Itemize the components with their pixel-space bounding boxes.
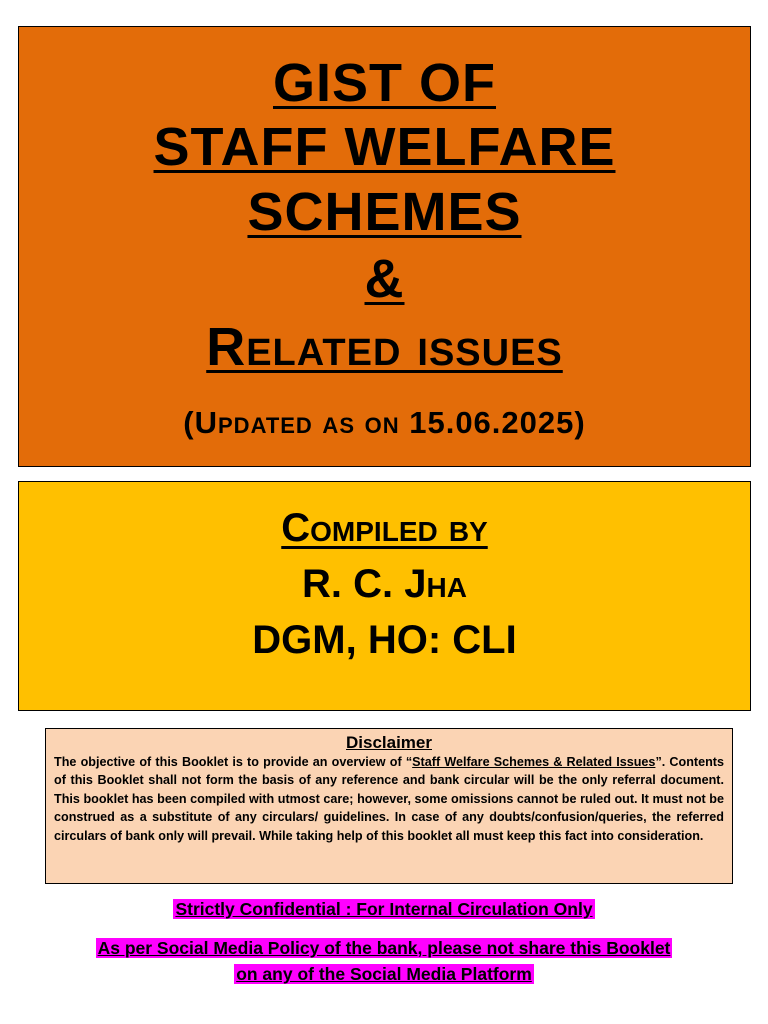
disclaimer-text-after: ”. Contents of this Booklet shall not form the basis of any reference and bank circular will be the only referral document. This booklet has been compiled with utmost care; however, some omissions cannot be ruled out. It must not be construed as a substitute of any circulars/ guidelines. In case of any doubts/confusion/queries, the referred circulars of bank only will prevail. While taking help of this booklet all must keep this fact into consideration. [54,755,724,843]
compiler-name: R. C. Jha [302,562,467,606]
disclaimer-booklet-name: Staff Welfare Schemes & Related Issues [412,755,656,769]
disclaimer-panel [45,728,733,884]
title-line-2: STAFF WELFARE [153,117,616,177]
disclaimer-text [54,753,724,845]
title-line-5: Related issues [206,317,563,377]
compiled-panel [18,481,751,711]
title-line-3: SCHEMES [247,182,522,242]
disclaimer-title: Disclaimer [346,733,432,752]
title-line-4: & [364,249,405,309]
compiler-designation: DGM, HO: CLI [252,618,517,662]
title-panel [18,26,751,467]
confidential-notice [0,898,768,920]
disclaimer-text-before: The objective of this Booklet is to provide an overview of “ [54,755,413,769]
social-media-notice [0,937,768,989]
social-notice-line-2: on any of the Social Media Platform [236,964,532,984]
confidential-text: Strictly Confidential : For Internal Circulation Only [175,899,593,919]
social-notice-line-1: As per Social Media Policy of the bank, please not share this Booklet [97,938,671,958]
updated-date: (Updated as on 15.06.2025) [183,405,586,440]
compiled-heading: Compiled by [281,506,488,550]
title-line-1: GIST OF [273,53,496,113]
